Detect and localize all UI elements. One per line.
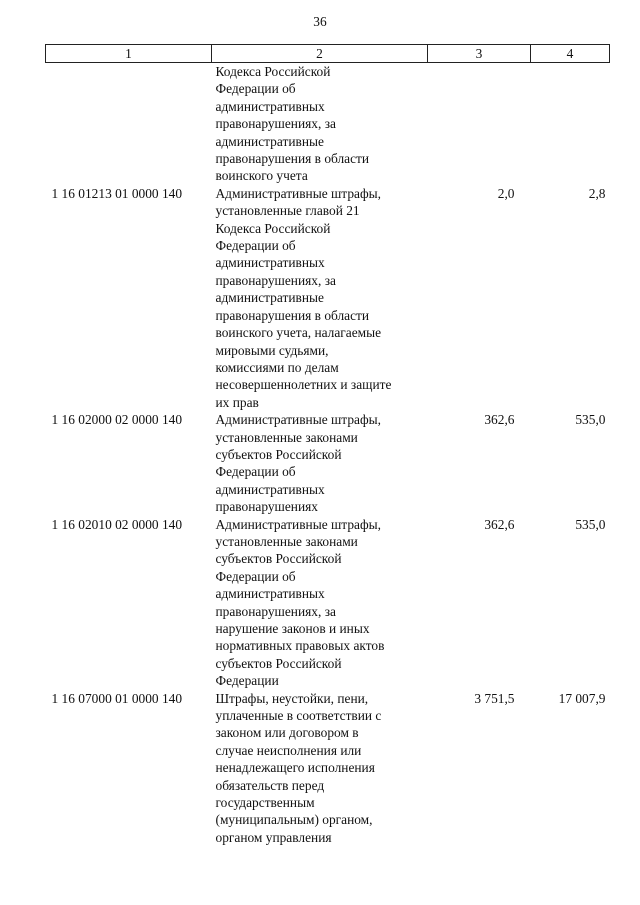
revenue-name-line: Федерации об [215, 81, 296, 97]
value-column-4-cell: 17 007,9 [558, 690, 606, 706]
revenue-name-line: Федерации об [215, 238, 296, 254]
revenue-name-cell [212, 516, 428, 690]
table-header-row [46, 45, 610, 63]
revenue-name-line: субъектов Российской [215, 446, 342, 462]
table-row [46, 516, 610, 690]
revenue-name-cell [212, 411, 428, 515]
budget-table [45, 44, 610, 846]
revenue-name-line: органом управления [215, 829, 332, 845]
revenue-name-line: комиссиями по делам [215, 359, 339, 375]
value-column-3-cell: 362,6 [484, 412, 515, 428]
revenue-name-line: Штрафы, неустойки, пени, [215, 690, 369, 706]
revenue-name-line: административных [215, 98, 325, 114]
revenue-name-line: уплаченные в соответствии с [215, 708, 382, 724]
column-header-2: 2 [212, 45, 428, 63]
revenue-name-line: установленные законами [215, 429, 358, 445]
table-body [46, 63, 610, 847]
value-column-4-cell: 2,8 [588, 185, 606, 201]
revenue-name-line: воинского учета [215, 168, 308, 184]
value-column-4-cell [531, 63, 610, 185]
column-header-1: 1 [46, 45, 212, 63]
revenue-name-line: субъектов Российской [215, 655, 342, 671]
revenue-name-line: установленные законами [215, 533, 358, 549]
column-header-4: 4 [531, 45, 610, 63]
revenue-name-line: правонарушения в области [215, 151, 370, 167]
revenue-name-line: обязательств перед [215, 777, 325, 793]
revenue-name-line: Федерации об [215, 464, 296, 480]
budget-code-cell: 1 16 02010 02 0000 140 [51, 516, 183, 532]
revenue-name-line: воинского учета, налагаемые [215, 325, 382, 341]
value-column-3-cell: 2,0 [497, 185, 515, 201]
revenue-name-cell [212, 63, 428, 185]
revenue-name-line: правонарушениях, за [215, 116, 336, 132]
page-number: 36 [313, 14, 327, 29]
revenue-name-cell [212, 690, 428, 847]
revenue-name-line: административных [215, 255, 325, 271]
revenue-name-line: нормативных правовых актов [215, 638, 385, 654]
value-column-3-cell: 3 751,5 [474, 690, 515, 706]
revenue-name-line: несовершеннолетних и защите [215, 377, 392, 393]
revenue-name-line: Административные штрафы, [215, 516, 381, 532]
revenue-name-line: законом или договором в [215, 725, 359, 741]
budget-code-cell [46, 63, 212, 185]
table-row [46, 185, 610, 411]
revenue-name-line: Федерации об [215, 568, 296, 584]
revenue-name-line: административных [215, 586, 325, 602]
revenue-name-line: Федерации [215, 673, 279, 689]
revenue-name-line: Административные штрафы, [215, 185, 381, 201]
revenue-name-line: правонарушения в области [215, 307, 370, 323]
revenue-name-line: (муниципальным) органом, [215, 812, 373, 828]
revenue-name-line: правонарушениях, за [215, 603, 336, 619]
value-column-3-cell: 362,6 [484, 516, 515, 532]
revenue-name-line: государственным [215, 795, 315, 811]
revenue-name-line: правонарушениях [215, 499, 318, 515]
revenue-name-line: Кодекса Российской [215, 64, 331, 79]
revenue-name-line: административные [215, 133, 324, 149]
budget-code-cell: 1 16 07000 01 0000 140 [51, 690, 183, 706]
revenue-name-line: ненадлежащего исполнения [215, 760, 375, 776]
revenue-name-line: нарушение законов и иных [215, 621, 370, 636]
revenue-name-line: административные [215, 290, 324, 306]
value-column-4-cell: 535,0 [575, 412, 606, 428]
revenue-name-line: установленные главой 21 [215, 203, 360, 219]
column-header-3: 3 [428, 45, 531, 63]
revenue-name-line: субъектов Российской [215, 551, 342, 567]
value-column-4-cell: 535,0 [575, 516, 606, 532]
revenue-name-line: правонарушениях, за [215, 272, 336, 288]
revenue-name-line: Кодекса Российской [215, 220, 331, 236]
budget-code-cell: 1 16 01213 01 0000 140 [51, 185, 183, 201]
table-row [46, 63, 610, 185]
revenue-name-cell [212, 185, 428, 411]
table-row [46, 411, 610, 515]
revenue-name-line: случае неисполнения или [215, 742, 362, 758]
revenue-name-line: Административные штрафы, [215, 412, 381, 428]
revenue-name-line: административных [215, 481, 325, 497]
budget-code-cell: 1 16 02000 02 0000 140 [51, 412, 183, 428]
revenue-name-line: мировыми судьями, [215, 342, 329, 358]
value-column-3-cell [428, 63, 531, 185]
revenue-name-line: их прав [215, 394, 259, 410]
table-row [46, 690, 610, 847]
